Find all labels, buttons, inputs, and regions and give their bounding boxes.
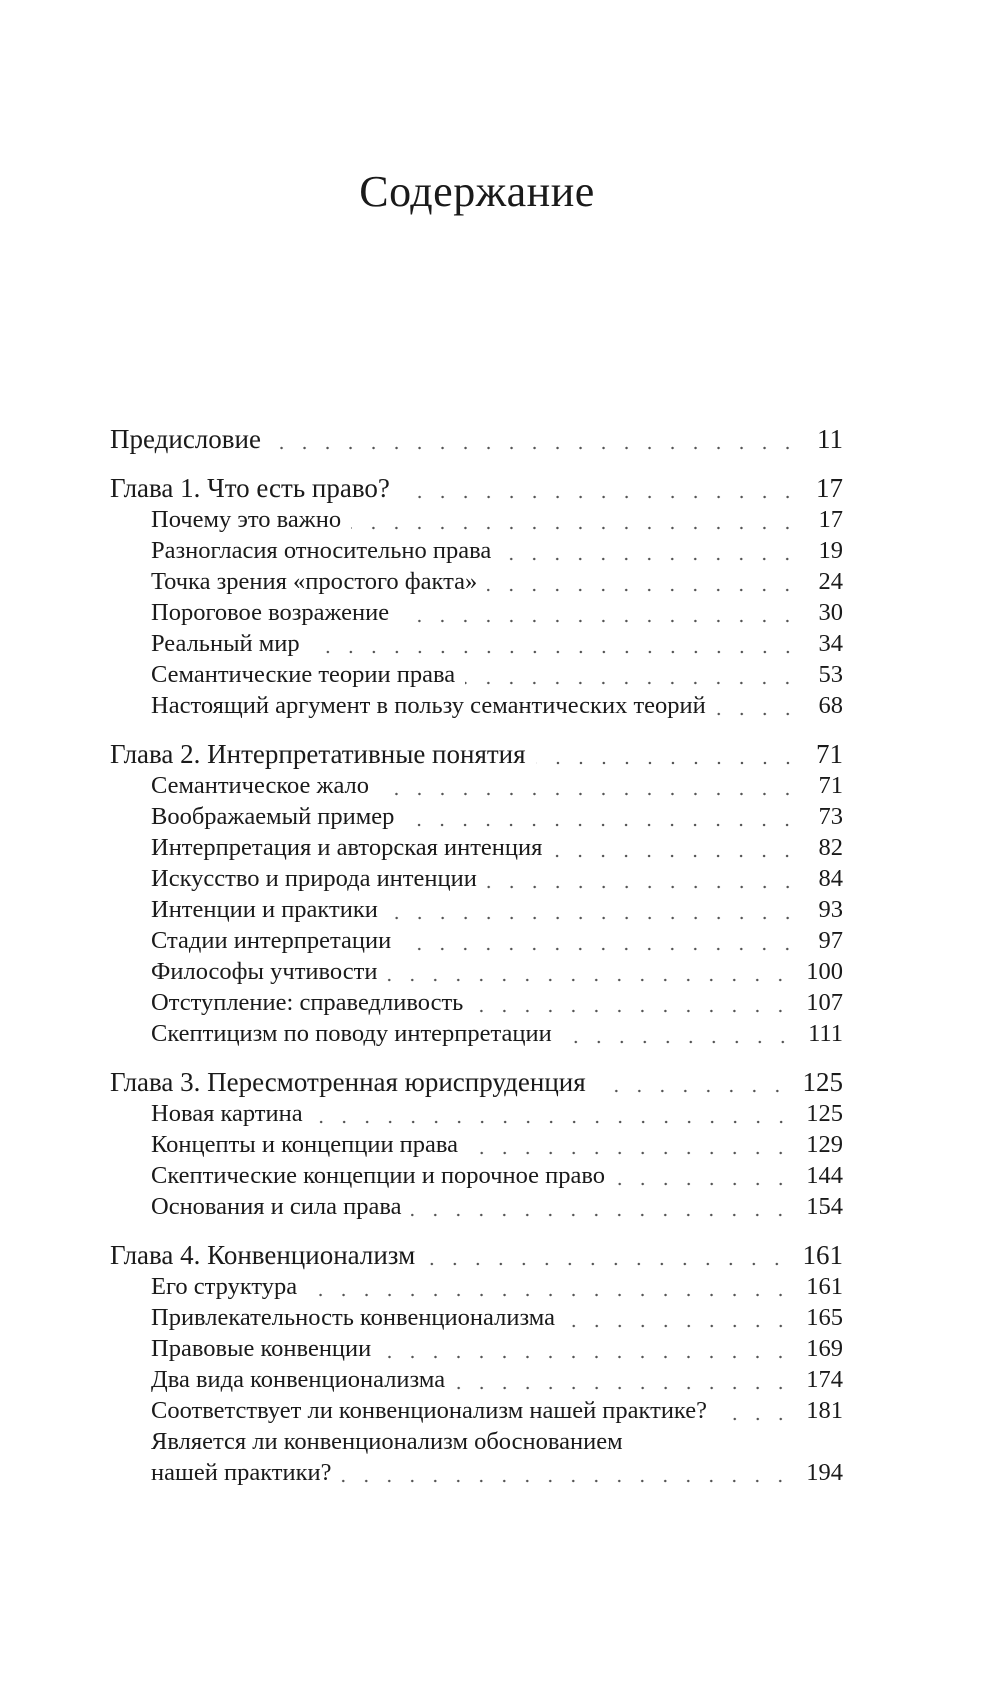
toc-entry-label: нашей практики?: [151, 1459, 332, 1486]
toc-section-entry[interactable]: [110, 956, 843, 987]
toc-section-entry[interactable]: [110, 628, 843, 659]
toc-entry-label: Скептические концепции и порочное право: [151, 1162, 606, 1189]
toc-page-number: 24: [818, 568, 843, 595]
dot-leader: [425, 1262, 788, 1266]
dot-leader: [379, 792, 799, 796]
toc-entry-label: Разногласия относительно права: [151, 537, 492, 564]
dot-leader: [271, 446, 799, 450]
toc-section-entry[interactable]: [110, 1191, 843, 1222]
toc-page-number: 68: [818, 692, 843, 719]
toc-chapter-entry[interactable]: [110, 424, 843, 455]
toc-section-entry[interactable]: [110, 987, 843, 1018]
toc-entry-label: Скептицизм по поводу интерпретации: [151, 1020, 552, 1047]
dot-leader: [615, 1182, 792, 1186]
toc-chapter-entry[interactable]: [110, 1240, 843, 1271]
toc-section-entry[interactable]: [110, 863, 843, 894]
toc-page-number: 144: [806, 1162, 843, 1189]
toc-section-entry[interactable]: [110, 690, 843, 721]
toc-entry-label: Два вида конвенционализма: [151, 1366, 446, 1393]
toc-section-entry-continued[interactable]: [110, 1457, 843, 1488]
toc-entry-label: Предисловие: [110, 424, 261, 454]
toc-section-entry[interactable]: [110, 1271, 843, 1302]
dot-leader: [473, 1009, 792, 1013]
toc-section-entry[interactable]: [110, 566, 843, 597]
toc-page-number: 71: [818, 772, 843, 799]
toc-section-entry[interactable]: [110, 504, 843, 535]
toc-entry-label: Является ли конвенционализм обоснованием: [151, 1428, 623, 1455]
toc-chapter-entry[interactable]: [110, 473, 843, 504]
toc-entry-label: Искусство и природа интенции: [151, 865, 477, 892]
toc-section-entry[interactable]: [110, 1395, 843, 1426]
toc-section-entry[interactable]: [110, 1364, 843, 1395]
toc-chapter-entry[interactable]: [110, 739, 843, 770]
toc-page-number: 154: [806, 1193, 843, 1220]
toc-page-number: 30: [818, 599, 843, 626]
toc-section-entry[interactable]: [110, 1018, 843, 1049]
toc-section-entry[interactable]: [110, 770, 843, 801]
dot-leader: [351, 526, 799, 530]
toc-page-number: 100: [806, 958, 843, 985]
toc-entry-label: Интенции и практики: [151, 896, 378, 923]
dot-leader: [310, 650, 799, 654]
toc-entry-label: Его структура: [151, 1273, 298, 1300]
toc-page-number: 53: [818, 661, 843, 688]
dot-leader: [387, 978, 792, 982]
toc-page-number: 82: [818, 834, 843, 861]
dot-leader: [716, 712, 799, 716]
toc-entry-label: Новая картина: [151, 1100, 303, 1127]
dot-leader: [400, 495, 799, 499]
toc-page-number: 19: [818, 537, 843, 564]
dot-leader: [465, 681, 799, 685]
toc-page-number: 111: [808, 1020, 843, 1047]
toc-chapter-entry[interactable]: [110, 1067, 843, 1098]
toc-page-number: 71: [816, 739, 843, 769]
dot-leader: [455, 1386, 792, 1390]
toc-entry-label: Правовые конвенции: [151, 1335, 372, 1362]
toc-entry-label: Привлекательность конвенционализма: [151, 1304, 555, 1331]
dot-leader: [313, 1120, 793, 1124]
toc-page-number: 161: [802, 1240, 843, 1270]
toc-entry-label: Пороговое возражение: [151, 599, 390, 626]
toc-entry-label: Семантическое жало: [151, 772, 370, 799]
toc-page-number: 107: [806, 989, 843, 1016]
toc-page-number: 169: [806, 1335, 843, 1362]
dot-leader: [401, 947, 799, 951]
toc-page-number: 125: [802, 1067, 843, 1097]
dot-leader: [536, 761, 799, 765]
dot-leader: [487, 588, 799, 592]
toc-entry-label: Основания и сила права: [151, 1193, 402, 1220]
toc-page-number: 125: [806, 1100, 843, 1127]
dot-leader: [717, 1417, 792, 1421]
dot-leader: [487, 885, 799, 889]
dot-leader: [565, 1324, 792, 1328]
toc-entry-label: Семантические теории права: [151, 661, 456, 688]
table-of-contents: [110, 424, 843, 1488]
toc-entry-label: Глава 2. Интерпретативные понятия: [110, 739, 526, 769]
toc-page-number: 161: [806, 1273, 843, 1300]
toc-section-entry[interactable]: [110, 1302, 843, 1333]
toc-entry-label: Точка зрения «простого факта»: [151, 568, 478, 595]
dot-leader: [411, 1213, 792, 1217]
dot-leader: [399, 619, 799, 623]
dot-leader: [381, 1355, 792, 1359]
dot-leader: [404, 823, 799, 827]
toc-page-number: 97: [818, 927, 843, 954]
toc-section-entry[interactable]: [110, 1426, 843, 1457]
toc-entry-label: Соответствует ли конвенционализм нашей практике?: [151, 1397, 707, 1424]
toc-entry-label: Интерпретация и авторская интенция: [151, 834, 543, 861]
toc-section-entry[interactable]: [110, 597, 843, 628]
dot-leader: [468, 1151, 792, 1155]
toc-entry-label: Глава 4. Конвенционализм: [110, 1240, 416, 1270]
toc-section-entry[interactable]: [110, 832, 843, 863]
toc-page-number: 129: [806, 1131, 843, 1158]
toc-section-entry[interactable]: [110, 1333, 843, 1364]
toc-page-number: 11: [817, 424, 843, 454]
toc-page-number: 93: [818, 896, 843, 923]
toc-entry-label: Концепты и концепции права: [151, 1131, 459, 1158]
dot-leader: [388, 916, 799, 920]
toc-section-entry[interactable]: [110, 925, 843, 956]
toc-page-number: 34: [818, 630, 843, 657]
toc-page-number: 17: [816, 473, 843, 503]
toc-page-number: 181: [806, 1397, 843, 1424]
toc-section-entry[interactable]: [110, 894, 843, 925]
dot-leader: [596, 1089, 789, 1093]
dot-leader: [307, 1293, 792, 1297]
toc-entry-label: Воображаемый пример: [151, 803, 395, 830]
toc-section-entry[interactable]: [110, 1098, 843, 1129]
toc-page-number: 17: [818, 506, 843, 533]
toc-entry-label: Глава 1. Что есть право?: [110, 473, 390, 503]
toc-entry-label: Философы учтивости: [151, 958, 378, 985]
toc-section-entry[interactable]: [110, 1160, 843, 1191]
toc-page-number: 174: [806, 1366, 843, 1393]
toc-section-entry[interactable]: [110, 659, 843, 690]
dot-leader: [562, 1040, 794, 1044]
toc-entry-label: Отступление: справедливость: [151, 989, 464, 1016]
toc-entry-label: Реальный мир: [151, 630, 300, 657]
toc-entry-label: Стадии интерпретации: [151, 927, 392, 954]
dot-leader: [341, 1479, 792, 1483]
toc-section-entry[interactable]: [110, 801, 843, 832]
toc-section-entry[interactable]: [110, 535, 843, 566]
toc-entry-label: Почему это важно: [151, 506, 342, 533]
toc-page-number: 84: [818, 865, 843, 892]
dot-leader: [552, 854, 799, 858]
page-title: Содержание: [359, 167, 595, 216]
dot-leader: [501, 557, 799, 561]
toc-section-entry[interactable]: [110, 1129, 843, 1160]
toc-page-number: 73: [818, 803, 843, 830]
toc-entry-label: Настоящий аргумент в пользу семантических теорий: [151, 692, 706, 719]
toc-page-number: 194: [806, 1459, 843, 1486]
toc-entry-label: Глава 3. Пересмотренная юриспруденция: [110, 1067, 586, 1097]
toc-page-number: 165: [806, 1304, 843, 1331]
